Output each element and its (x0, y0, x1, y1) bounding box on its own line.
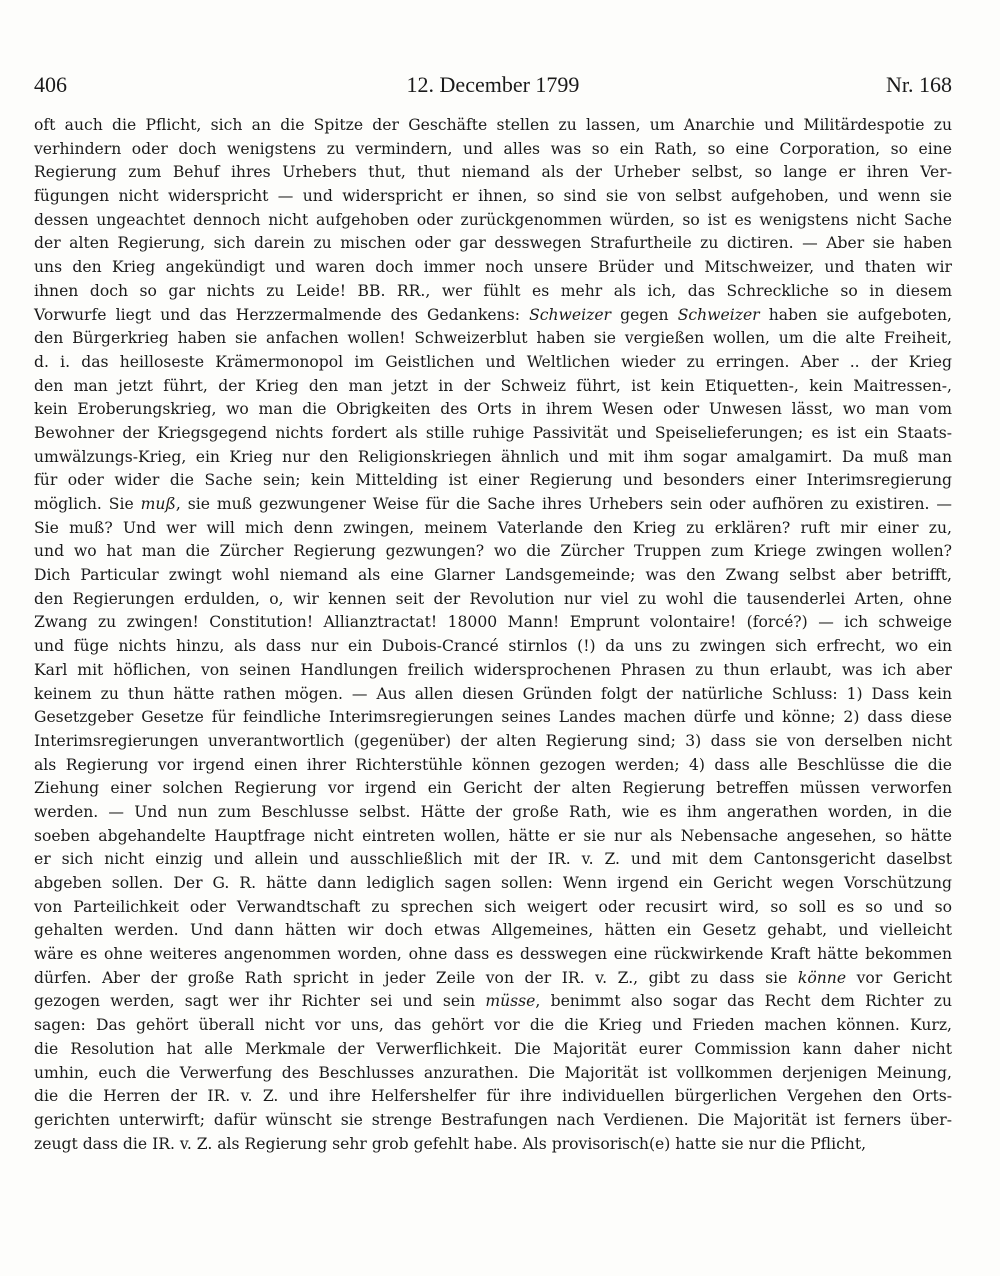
text-segment: ihnen doch so gar nichts zu Leide! BB. RR., wer fühlt es mehr als ich, das Schreckliche so in diesem (34, 281, 952, 300)
text-line (34, 1038, 952, 1062)
text-line (34, 943, 952, 967)
running-header (34, 72, 952, 102)
emphasized-text: Schweizer (529, 305, 611, 324)
text-segment: und füge nichts hinzu, als dass nur ein Dubois-Crancé stirnlos (!) da uns zu zwingen sich erfrecht, wo ein (34, 637, 952, 656)
text-segment: werden. — Und nun zum Beschlusse selbst. Hätte der große Rath, wie es ihm angerathen worden, in die (34, 802, 952, 821)
text-segment: soeben abgehandelte Hauptfrage nicht eintreten wollen, hätte er sie nur als Nebensache angesehen, so hätte (34, 826, 952, 845)
text-segment: wäre es ohne weiteres angenommen worden, ohne dass es desswegen eine rückwirkende Kraft hätte bekommen (34, 945, 952, 964)
text-line (34, 706, 952, 730)
text-line (34, 493, 952, 517)
text-segment: Bewohner der Kriegsgegend nichts fordert als stille ruhige Passivität und Speiselieferungen; es ist ein Staats- (34, 423, 952, 442)
text-line (34, 469, 952, 493)
text-segment: , sie muß gezwungener Weise für die Sache ihres Urhebers sein oder aufhören zu existiren. — (175, 495, 952, 513)
text-segment: vor Gericht (846, 968, 952, 987)
text-line (34, 990, 952, 1014)
text-line (34, 730, 952, 754)
text-segment: umhin, euch die Verwerfung des Beschlusses anzurathen. Die Majorität ist vollkommen derjenigen Meinung, (34, 1063, 952, 1082)
text-line (34, 540, 952, 564)
text-segment: den Regierungen erdulden, o, wir kennen seit der Revolution nur viel zu wohl die tausenderlei Arten, ohne (34, 589, 952, 608)
text-line (34, 611, 952, 635)
text-segment: den man jetzt führt, der Krieg den man jetzt in der Schweiz führt, ist kein Etiquetten-, kein Maitressen-, (34, 376, 952, 395)
text-line (34, 351, 952, 375)
text-segment: Zwang zu zwingen! Constitution! Allianztractat! 18000 Mann! Emprunt volontaire! (forcé?) — ich schweige (34, 613, 952, 632)
text-segment: der alten Regierung, sich darein zu mischen oder gar desswegen Strafurtheile zu dictiren. — Aber sie haben (34, 234, 952, 253)
text-segment: gegen (611, 305, 678, 324)
text-line (34, 517, 952, 541)
text-segment: den Bürgerkrieg haben sie anfachen wollen! Schweizerblut haben sie vergießen wollen, um die alte Freiheit, (34, 329, 952, 348)
text-segment: Interimsregierungen unverantwortlich (gegenüber) der alten Regierung sind; 3) dass sie von derselben nicht (34, 731, 952, 750)
text-segment: Sie muß? Und wer will mich denn zwingen, meinem Vaterlande den Krieg zu erklären? ruft mir einer zu, (34, 518, 952, 537)
text-line (34, 919, 952, 943)
text-segment: als Regierung vor irgend einen ihrer Richterstühle können gezogen werden; 4) dass alle Beschlüsse die die (34, 755, 952, 774)
text-line (34, 375, 952, 399)
text-line (34, 422, 952, 446)
text-segment: die die Herren der IR. v. Z. und ihre Helfershelfer für ihre individuellen bürgerlichen Vergehen den Orts- (34, 1087, 952, 1106)
text-line (34, 659, 952, 683)
text-line (34, 161, 952, 185)
text-line (34, 848, 952, 872)
text-line (34, 896, 952, 920)
text-segment: von Parteilichkeit oder Verwandtschaft zu sprechen sich weigert oder recusirt wird, so soll es so und so (34, 897, 952, 916)
emphasized-text: Schweizer (677, 305, 760, 324)
text-segment: zeugt dass die IR. v. Z. als Regierung sehr grob gefehlt habe. Als provisorisch(e) hatte sie nur die Pflicht, (34, 1134, 867, 1153)
text-line (34, 327, 952, 351)
text-segment: haben sie aufgeboten, (759, 305, 952, 324)
text-segment: Gesetzgeber Gesetze für feindliche Interimsregierungen seines Landes machen dürfe und könne; 2) dass diese (34, 708, 952, 727)
text-segment: möglich. Sie (34, 495, 141, 513)
text-line (34, 446, 952, 470)
text-line (34, 825, 952, 849)
text-line (34, 754, 952, 778)
text-segment: , benimmt also sogar das Recht dem Richter zu (535, 992, 953, 1011)
body-text (34, 114, 952, 1156)
text-segment: Vorwurfe liegt und das Herzzermalmende des Gedankens: (34, 305, 530, 324)
emphasized-text: müsse (485, 992, 536, 1011)
text-segment: fügungen nicht widerspricht — und widerspricht er ihnen, so sind sie von selbst aufgehoben, und wenn sie (34, 187, 952, 206)
text-segment: für oder wider die Sache sein; kein Mittelding ist einer Regierung und besonders einer Interimsregierung (34, 471, 952, 490)
text-line (34, 398, 952, 422)
text-line (34, 280, 952, 304)
emphasized-text: muß (140, 495, 176, 513)
text-line (34, 114, 952, 138)
text-line (34, 564, 952, 588)
text-segment: er sich nicht einzig und allein und ausschließlich mit der IR. v. Z. und mit dem Cantonsgericht daselbst (34, 850, 952, 869)
text-line (34, 1085, 952, 1109)
text-segment: sagen: Das gehört überall nicht vor uns, das gehört vor die die Krieg und Frieden machen können. Kurz, (34, 1016, 952, 1035)
text-segment: Karl mit höflichen, von seinen Handlungen freilich widersprochenen Phrasen zu thun erlaubt, was ich aber (34, 660, 952, 679)
text-segment: gezogen werden, sagt wer ihr Richter sei und sein (34, 992, 486, 1011)
text-line (34, 801, 952, 825)
text-line (34, 1062, 952, 1086)
emphasized-text: könne (797, 968, 847, 987)
text-line (34, 1133, 952, 1157)
text-line (34, 185, 952, 209)
text-segment: verhindern oder doch wenigstens zu vermindern, und alles was so ein Rath, so eine Corporation, so eine (34, 139, 952, 158)
text-segment: uns den Krieg angekündigt und waren doch immer noch unsere Brüder und Mitschweizer, und thaten wir (34, 258, 952, 277)
text-line (34, 1014, 952, 1038)
text-line (34, 635, 952, 659)
text-line (34, 777, 952, 801)
text-segment: Ziehung einer solchen Regierung vor irgend ein Gericht der alten Regierung betreffen müssen verworfen (34, 779, 952, 798)
text-segment: Regierung zum Behuf ihres Urhebers thut, thut niemand als der Urheber selbst, so lange er ihren Ver- (34, 163, 952, 182)
page-number: 406 (34, 72, 67, 97)
text-segment: und wo hat man die Zürcher Regierung gezwungen? wo die Zürcher Truppen zum Kriege zwingen wollen? (34, 542, 952, 561)
text-line (34, 967, 952, 991)
text-segment: umwälzungs-Krieg, ein Krieg nur den Religionskriegen ähnlich und mit ihm sogar amalgamirt. Da muß man (34, 447, 952, 466)
text-segment: gerichten unterwirft; dafür wünscht sie strenge Bestrafungen nach Verdienen. Die Majorität ist ferners über- (34, 1110, 952, 1129)
text-line (34, 256, 952, 280)
text-segment: kein Eroberungskrieg, wo man die Obrigkeiten des Orts in ihrem Wesen oder Unwesen lässt, wo man vom (34, 400, 952, 419)
text-segment: dürfen. Aber der große Rath spricht in jeder Zeile von der IR. v. Z., gibt zu dass sie (34, 968, 798, 987)
text-segment: gehalten werden. Und dann hätten wir doch etwas Allgemeines, hätten ein Gesetz gehabt, und vielleicht (34, 921, 952, 940)
text-segment: abgeben sollen. Der G. R. hätte dann lediglich sagen sollen: Wenn irgend ein Gericht wegen Vorschützung (34, 874, 952, 892)
document-number: Nr. 168 (886, 72, 952, 97)
text-line (34, 1109, 952, 1133)
text-segment: dessen ungeachtet dennoch nicht aufgehoben oder zurückgenommen würden, so ist es wenigstens nicht Sache (34, 210, 952, 229)
text-line (34, 304, 952, 328)
text-line (34, 588, 952, 612)
text-segment: oft auch die Pflicht, sich an die Spitze der Geschäfte stellen zu lassen, um Anarchie und Militärdespotie zu (34, 116, 952, 134)
text-line (34, 683, 952, 707)
text-segment: Dich Particular zwingt wohl niemand als eine Glarner Landsgemeinde; was den Zwang selbst aber betrifft, (34, 566, 952, 585)
header-date: 12. December 1799 (406, 72, 580, 97)
text-segment: keinem zu thun hätte rathen mögen. — Aus allen diesen Gründen folgt der natürliche Schluss: 1) Dass kein (34, 684, 952, 703)
text-line (34, 872, 952, 896)
text-line (34, 209, 952, 233)
text-line (34, 232, 952, 256)
text-segment: die Resolution hat alle Merkmale der Verwerflichkeit. Die Majorität eurer Commission kann daher nicht (34, 1039, 952, 1058)
text-line (34, 138, 952, 162)
text-segment: d. i. das heilloseste Krämermonopol im Geistlichen und Weltlichen wieder zu erringen. Aber .. der Krieg (34, 352, 952, 371)
